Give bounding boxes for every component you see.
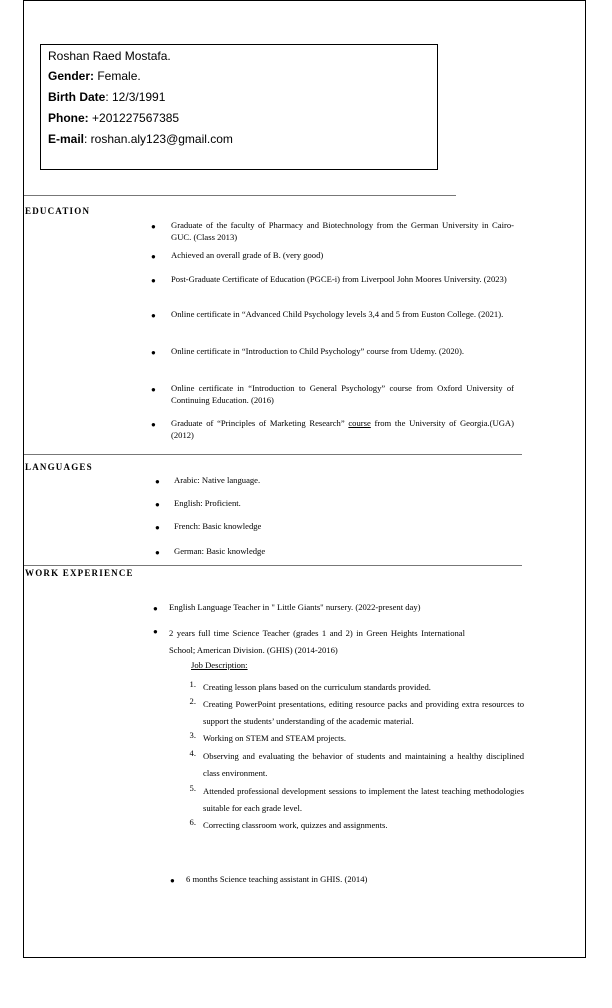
marketing-text-underlined: course [348, 418, 371, 428]
bullet-icon: ● [170, 876, 175, 885]
bullet-icon: ● [155, 548, 160, 557]
contact-phone [48, 111, 179, 125]
duty-number: 3. [189, 730, 196, 740]
duty-item: Creating PowerPoint presentations, editing resource packs and providing extra resources to support the students’ understanding of the academic material. [203, 699, 524, 726]
duty-item: Observing and evaluating the behavior of students and maintaining a healthy disciplined class environment. [203, 751, 524, 778]
duty-number: 4. [189, 748, 196, 758]
education-item: Online certificate in “Advanced Child Psychology levels 3,4 and 5 from Euston College. (2021). [171, 309, 504, 319]
language-item: German: Basic knowledge [174, 546, 266, 556]
contact-gender [48, 69, 141, 83]
education-item: Achieved an overall grade of B. (very good) [171, 250, 324, 260]
divider-work [24, 565, 522, 566]
bullet-icon: ● [151, 252, 156, 261]
duty-number: 6. [189, 817, 196, 827]
bullet-icon: ● [151, 420, 156, 429]
duty-item: Correcting classroom work, quizzes and assignments. [203, 820, 388, 830]
phone-value: +201227567385 [88, 111, 180, 125]
duty-number: 1. [189, 679, 196, 689]
education-heading: EDUCATION [25, 206, 91, 216]
birth-value: : 12/3/1991 [105, 90, 166, 104]
work-heading: WORK EXPERIENCE [25, 568, 134, 578]
duty-item: Working on STEM and STEAM projects. [203, 733, 347, 743]
bullet-icon: ● [151, 311, 156, 320]
contact-email [48, 132, 233, 146]
bullet-icon: ● [151, 276, 156, 285]
language-item: Arabic: Native language. [174, 475, 261, 485]
gender-label: Gender: [48, 69, 95, 83]
duty-number: 5. [189, 783, 196, 793]
bullet-icon: ● [151, 385, 156, 394]
duty-number: 2. [189, 696, 196, 706]
work-item-science-teacher: 2 years full time Science Teacher (grades 1 and 2) in Green Heights International School; American Division. (GHIS) (2014-2016) [169, 628, 465, 655]
education-item: Online certificate in “Introduction to General Psychology” course from Oxford University of Continuing Education. (2016) [171, 383, 514, 405]
divider-languages [24, 454, 522, 455]
language-item: English: Proficient. [174, 498, 241, 508]
contact-box [40, 44, 438, 170]
duty-item: Attended professional development sessions to implement the latest teaching methodologies suitable for each grade level. [203, 786, 524, 813]
bullet-icon: ● [155, 500, 160, 509]
marketing-text-before: Graduate of “Principles of Marketing Research” [171, 418, 349, 428]
education-item: Online certificate in “Introduction to Child Psychology” course from Udemy. (2020). [171, 346, 464, 356]
email-value: : roshan.aly123@gmail.com [84, 132, 233, 146]
marketing-text-after: from the University of Georgia.(UGA) (2012) [171, 418, 514, 440]
education-item: Post-Graduate Certificate of Education (PGCE-i) from Liverpool John Moores University. (2023) [171, 274, 507, 284]
language-item: French: Basic knowledge [174, 521, 262, 531]
duty-item: Creating lesson plans based on the curriculum standards provided. [203, 682, 431, 692]
bullet-icon: ● [151, 222, 156, 231]
phone-label: Phone: [48, 111, 89, 125]
contact-name: Roshan Raed Mostafa. [48, 49, 171, 63]
languages-heading: LANGUAGES [25, 462, 93, 472]
bullet-icon: ● [153, 627, 158, 636]
education-item: Graduate of the faculty of Pharmacy and Biotechnology from the German University in Cairo-GUC. (Class 2013) [171, 220, 514, 242]
birth-label: Birth Date [48, 90, 106, 104]
education-item-marketing [171, 418, 514, 441]
bullet-icon: ● [153, 604, 158, 613]
bullet-icon: ● [151, 348, 156, 357]
work-item-nursery: English Language Teacher in " Little Giants" nursery. (2022-present day) [169, 602, 421, 612]
job-description-label: Job Description: [191, 660, 248, 670]
divider-top [24, 195, 456, 196]
work-item-assistant: 6 months Science teaching assistant in GHIS. (2014) [186, 874, 368, 884]
bullet-icon: ● [155, 477, 160, 486]
contact-birth-date [48, 90, 165, 104]
gender-value: Female. [94, 69, 141, 83]
email-label: E-mail [48, 132, 85, 146]
bullet-icon: ● [155, 523, 160, 532]
